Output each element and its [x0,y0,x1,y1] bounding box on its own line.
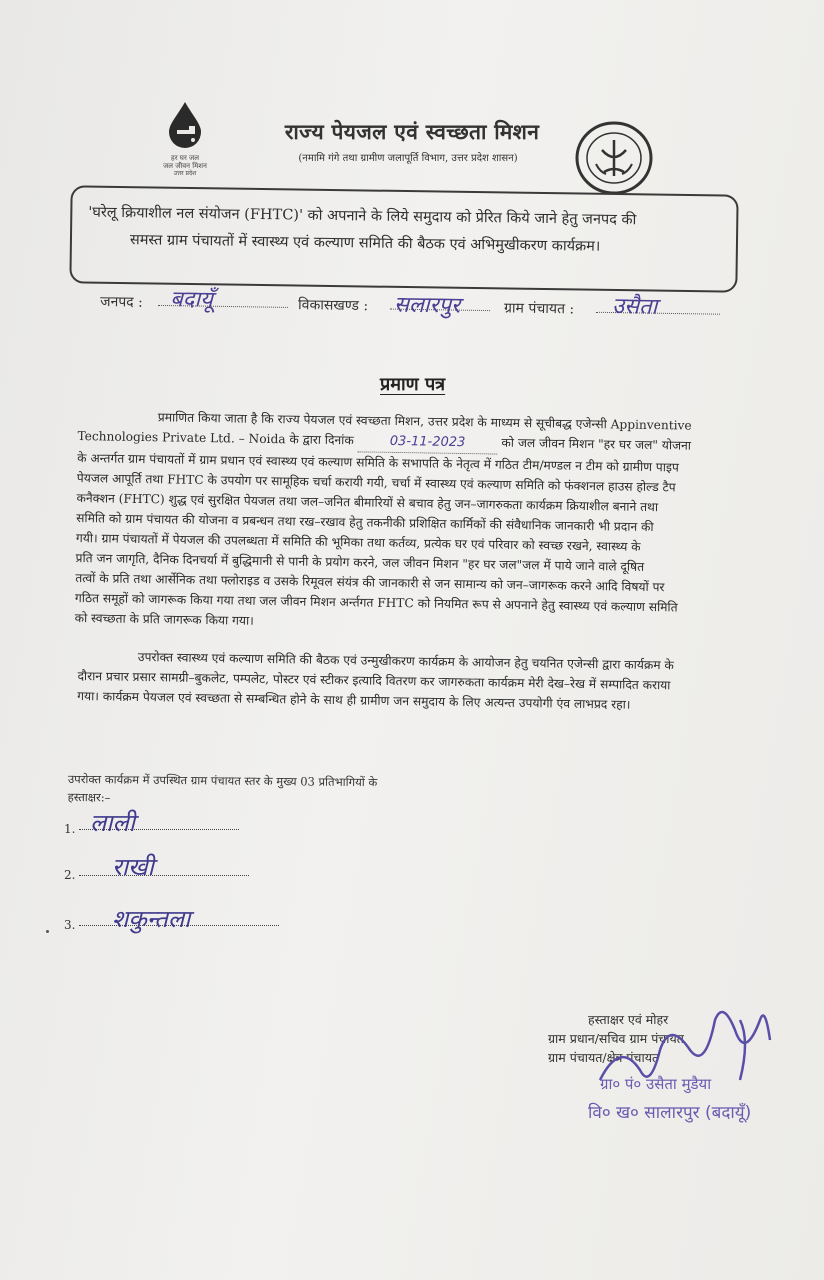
participant-number: 1. [64,822,76,836]
logo-left-line-3: उत्तर प्रदेश [173,170,197,177]
org-title: राज्य पेयजल एवं स्वच्छता मिशन [284,119,540,144]
logo-left-line-2: जल जीवन मिशन [163,162,207,170]
vikaskhand-label: विकासखण्ड : [297,297,369,315]
participants-intro-line-1: उपरोक्त कार्यक्रम में उपस्थित ग्राम पंचायत स्तर के मुख्य 03 प्रतिभागियों के [67,771,378,790]
participant-number: 3. [64,918,76,932]
emblem-icon [574,120,654,196]
gram-panchayat-value: उसैता [611,294,658,320]
para2-line-2: दौरान प्रचार प्रसार सामग्री–बुकलेट, पम्पलेट, पोस्टर एवं स्टीकर इत्यादि वितरण कर जागरुकता कार्यक्रम मेरी देख–रेख में सम्पादित कराया [77,668,671,693]
authority-line-1: हस्ताक्षर एवं मोहर [588,1012,669,1027]
janpad-label: जनपद : [100,293,143,311]
participant-signature-1: लाली [90,809,135,837]
participants-intro [68,770,378,809]
authority-line-3: ग्राम पंचायत/क्षेत्र पंचायत [548,1050,660,1065]
participant-signature-3: शकुन्तला [112,905,191,933]
para1-line-10: गठित समूहों को जागरूक किया गया तथा जल जीवन मिशन अर्न्तगत FHTC को नियमित रूप से अपनाने हेतु स्वास्थ्य एवं कल्याण समिति [74,590,678,615]
up-government-emblem [574,120,654,196]
ink-dot [46,930,49,933]
para1-line-11: को स्वच्छता के प्रति जागरूक किया गया। [74,610,254,628]
seal-line-1: ग्रा० पं० उसैता मुडैया [600,1075,712,1093]
location-fields [100,288,741,338]
har-ghar-jal-logo [155,100,215,180]
signature-line [79,875,249,876]
para1-line-2b: को जल जीवन मिशन "हर घर जल" योजना [501,435,692,453]
participant-row-2 [64,868,249,882]
janpad-value: बदायूँ [169,287,214,313]
para1-line-6: समिति को ग्राम पंचायत की योजना व प्रबन्धन तथा रख–रखाव हेतु तकनीकी प्रशिक्षित कार्मिकों की संवैधानिक जानकारी भी प्रदान की [76,510,654,535]
para2-line-3: गया। कार्यक्रम पेयजल एवं स्वच्छता से सम्बन्धित होने के साथ ही ग्रामीण जन समुदाय के लिए अत्यन्त उपयोगी एंव लाभप्रद रहा। [77,688,631,712]
certificate-paragraph-1 [75,406,778,639]
para1-line-2a: Technologies Private Ltd. – Noida के द्वारा दिनांक [77,428,354,448]
para1-line-1: प्रमाणित किया जाता है कि राज्य पेयजल एवं स्वच्छता मिशन, उत्तर प्रदेश के माध्यम से सूचीबद्ध एजेन्सी Appinventive [157,410,692,433]
logo-left-line-1: हर घर जल [171,154,199,162]
participant-signature-2: राखी [112,853,154,881]
org-subtitle: (नमामि गंगे तथा ग्रामीण जलापूर्ति विभाग, उत्तर प्रदेश शासन) [298,153,518,164]
para1-line-4: पेयजल आपूर्ति तथा FHTC के उपयोग पर सामूहिक चर्चा करायी गयी, चर्चा में स्वास्थ्य एवं कल्याण समिति को फंक्शनल हाउस होल्ड टैप [76,470,676,495]
para1-line-9: तत्वों के प्रति तथा आर्सेनिक तथा फ्लोराइड व उसके रिमूवल संयंत्र की जानकारी से जन सामान्य को जन–जागरूक करने आदि विषयों पर [75,570,665,595]
para1-line-3: के अन्तर्गत ग्राम पंचायतों में ग्राम प्रधान एवं स्वास्थ्य एवं कल्याण समिति के सभापति के नेतृत्व में गठित टीम/मण्डल न टीम को ग्रामीण पाइप [77,450,679,475]
vikaskhand-value: सलारपुर [393,292,461,319]
program-title-box [69,185,738,292]
para1-line-5: कनैक्शन (FHTC) शुद्ध एवं सुरक्षित पेयजल तथा जल–जनित बीमारियों से बचाव हेतु जन–जागरुकता कार्यक्रम क्रियाशील बनाने तथा [76,490,659,515]
seal-line-2: वि० ख० सालारपुर (बदायूँ) [588,1103,752,1123]
participant-number: 2. [64,868,76,882]
para1-line-7: गयी। ग्राम पंचायतों में पेयजल की उपलब्धता में समिति की भूमिका तथा कर्तव्य, प्रत्येक घर एवं परिवार को स्वच्छ रखने, स्वास्थ्य के [75,530,641,554]
participants-intro-line-2: हस्ताक्षर:– [67,789,111,805]
program-title-line-2: समस्त ग्राम पंचायतों में स्वास्थ्य एवं कल्याण समिति की बैठक एवं अभिमुखीकरण कार्यक्रम। [129,232,601,255]
para2-line-1: उपरोक्त स्वास्थ्य एवं कल्याण समिति की बैठक एवं उन्मुखीकरण कार्यक्रम के आयोजन हेतु चयनित एजेन्सी द्वारा कार्यक्रम के [137,649,674,673]
para1-line-8: प्रति जन जागृति, दैनिक दिनचर्या में बुद्धिमानी से पानी के प्रयोग करने, जल जीवन मिशन "हर घर जल"जल में पाये जाने वाले दूषित [75,550,645,574]
authority-line-2: ग्राम प्रधान/सचिव ग्राम पंचायत [548,1031,684,1046]
gram-panchayat-label: ग्राम पंचायत : [503,300,575,318]
program-date: 03-11-2023 [357,431,497,454]
water-drop-icon [155,100,215,150]
certificate-paragraph-2 [77,646,778,717]
program-title-line-1: 'घरेलू क्रियाशील नल संयोजन (FHTC)' को अपनाने के लिये समुदाय को प्रेरित किये जाने हेतु जनपद की [88,204,637,229]
certificate-title: प्रमाण पत्र [380,374,446,395]
